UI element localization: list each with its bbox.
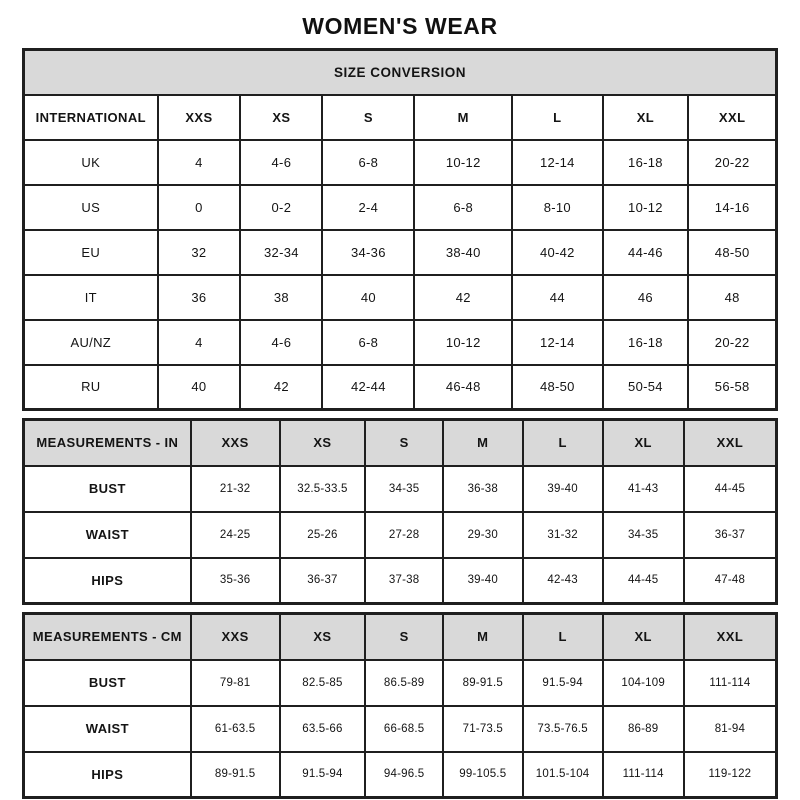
cell-value: 36-38 <box>443 466 523 512</box>
column-header: L <box>523 614 603 660</box>
cell-value: 40 <box>158 365 241 410</box>
table-row <box>24 466 777 512</box>
column-header: S <box>322 95 414 140</box>
cell-value: 12-14 <box>512 140 602 185</box>
cell-value: 0-2 <box>240 185 322 230</box>
cell-value: 48-50 <box>512 365 602 410</box>
measurements-cm-table <box>22 612 778 799</box>
cell-value: 20-22 <box>688 140 776 185</box>
cell-value: 44-45 <box>684 466 777 512</box>
table-title: MEASUREMENTS - CM <box>24 614 191 660</box>
row-label: RU <box>24 365 158 410</box>
cell-value: 16-18 <box>603 320 689 365</box>
cell-value: 14-16 <box>688 185 776 230</box>
cell-value: 29-30 <box>443 512 523 558</box>
cell-value: 46-48 <box>414 365 512 410</box>
cell-value: 86-89 <box>603 706 684 752</box>
row-label: IT <box>24 275 158 320</box>
table-row <box>24 185 777 230</box>
cell-value: 99-105.5 <box>443 752 523 798</box>
table-row <box>24 230 777 275</box>
column-header: XS <box>280 420 366 466</box>
column-header: XXS <box>191 614 280 660</box>
cell-value: 34-35 <box>365 466 443 512</box>
cell-value: 56-58 <box>688 365 776 410</box>
cell-value: 4-6 <box>240 320 322 365</box>
table-row <box>24 140 777 185</box>
cell-value: 48-50 <box>688 230 776 275</box>
cell-value: 89-91.5 <box>191 752 280 798</box>
column-header: L <box>523 420 603 466</box>
cell-value: 38-40 <box>414 230 512 275</box>
column-header: INTERNATIONAL <box>24 95 158 140</box>
cell-value: 61-63.5 <box>191 706 280 752</box>
table-row <box>24 320 777 365</box>
row-label: HIPS <box>24 558 191 604</box>
column-header: S <box>365 614 443 660</box>
cell-value: 39-40 <box>523 466 603 512</box>
table-row <box>24 706 777 752</box>
column-header-row <box>24 95 777 140</box>
cell-value: 91.5-94 <box>280 752 366 798</box>
column-header: L <box>512 95 602 140</box>
cell-value: 50-54 <box>603 365 689 410</box>
cell-value: 79-81 <box>191 660 280 706</box>
cell-value: 47-48 <box>684 558 777 604</box>
cell-value: 91.5-94 <box>523 660 603 706</box>
table-row <box>24 365 777 410</box>
cell-value: 35-36 <box>191 558 280 604</box>
cell-value: 36-37 <box>280 558 366 604</box>
cell-value: 40-42 <box>512 230 602 275</box>
cell-value: 32-34 <box>240 230 322 275</box>
column-header-row <box>24 614 777 660</box>
cell-value: 6-8 <box>414 185 512 230</box>
measurements-in-table <box>22 418 778 605</box>
cell-value: 37-38 <box>365 558 443 604</box>
cell-value: 31-32 <box>523 512 603 558</box>
cell-value: 39-40 <box>443 558 523 604</box>
cell-value: 44 <box>512 275 602 320</box>
cell-value: 40 <box>322 275 414 320</box>
column-header: XL <box>603 420 684 466</box>
cell-value: 44-46 <box>603 230 689 275</box>
cell-value: 111-114 <box>603 752 684 798</box>
row-label: AU/NZ <box>24 320 158 365</box>
column-header: XXL <box>684 420 777 466</box>
cell-value: 6-8 <box>322 140 414 185</box>
cell-value: 41-43 <box>603 466 684 512</box>
row-label: WAIST <box>24 706 191 752</box>
cell-value: 42-43 <box>523 558 603 604</box>
measurements-cm-section <box>0 612 800 799</box>
cell-value: 20-22 <box>688 320 776 365</box>
cell-value: 8-10 <box>512 185 602 230</box>
cell-value: 46 <box>603 275 689 320</box>
cell-value: 82.5-85 <box>280 660 366 706</box>
column-header: XXL <box>684 614 777 660</box>
cell-value: 71-73.5 <box>443 706 523 752</box>
measurements-in-section <box>0 418 800 605</box>
cell-value: 38 <box>240 275 322 320</box>
row-label: US <box>24 185 158 230</box>
size-conversion-table <box>22 48 778 411</box>
row-label: WAIST <box>24 512 191 558</box>
table-row <box>24 752 777 798</box>
row-label: BUST <box>24 466 191 512</box>
cell-value: 86.5-89 <box>365 660 443 706</box>
column-header-row <box>24 420 777 466</box>
column-header: XL <box>603 614 684 660</box>
cell-value: 6-8 <box>322 320 414 365</box>
cell-value: 42 <box>240 365 322 410</box>
cell-value: 10-12 <box>603 185 689 230</box>
column-header: XXS <box>191 420 280 466</box>
cell-value: 94-96.5 <box>365 752 443 798</box>
cell-value: 42 <box>414 275 512 320</box>
column-header: XXS <box>158 95 241 140</box>
cell-value: 10-12 <box>414 140 512 185</box>
column-header: S <box>365 420 443 466</box>
cell-value: 34-36 <box>322 230 414 275</box>
cell-value: 48 <box>688 275 776 320</box>
cell-value: 101.5-104 <box>523 752 603 798</box>
page-title: WOMEN'S WEAR <box>302 13 498 39</box>
cell-value: 73.5-76.5 <box>523 706 603 752</box>
table-row <box>24 660 777 706</box>
cell-value: 0 <box>158 185 241 230</box>
column-header: M <box>414 95 512 140</box>
cell-value: 2-4 <box>322 185 414 230</box>
cell-value: 4 <box>158 140 241 185</box>
cell-value: 25-26 <box>280 512 366 558</box>
cell-value: 89-91.5 <box>443 660 523 706</box>
cell-value: 104-109 <box>603 660 684 706</box>
cell-value: 119-122 <box>684 752 777 798</box>
row-label: UK <box>24 140 158 185</box>
column-header: M <box>443 420 523 466</box>
cell-value: 16-18 <box>603 140 689 185</box>
cell-value: 27-28 <box>365 512 443 558</box>
table-title-row <box>24 50 777 95</box>
column-header: XS <box>240 95 322 140</box>
row-label: BUST <box>24 660 191 706</box>
cell-value: 4-6 <box>240 140 322 185</box>
cell-value: 4 <box>158 320 241 365</box>
cell-value: 12-14 <box>512 320 602 365</box>
table-row <box>24 275 777 320</box>
cell-value: 63.5-66 <box>280 706 366 752</box>
table-row <box>24 558 777 604</box>
cell-value: 24-25 <box>191 512 280 558</box>
cell-value: 111-114 <box>684 660 777 706</box>
cell-value: 66-68.5 <box>365 706 443 752</box>
table-row <box>24 512 777 558</box>
cell-value: 44-45 <box>603 558 684 604</box>
row-label: EU <box>24 230 158 275</box>
cell-value: 81-94 <box>684 706 777 752</box>
cell-value: 10-12 <box>414 320 512 365</box>
cell-value: 34-35 <box>603 512 684 558</box>
cell-value: 42-44 <box>322 365 414 410</box>
cell-value: 21-32 <box>191 466 280 512</box>
row-label: HIPS <box>24 752 191 798</box>
column-header: M <box>443 614 523 660</box>
table-title: MEASUREMENTS - IN <box>24 420 191 466</box>
cell-value: 36-37 <box>684 512 777 558</box>
column-header: XXL <box>688 95 776 140</box>
table-title: SIZE CONVERSION <box>24 50 777 95</box>
column-header: XS <box>280 614 366 660</box>
size-conversion-section <box>0 48 800 411</box>
cell-value: 36 <box>158 275 241 320</box>
cell-value: 32.5-33.5 <box>280 466 366 512</box>
cell-value: 32 <box>158 230 241 275</box>
column-header: XL <box>603 95 689 140</box>
